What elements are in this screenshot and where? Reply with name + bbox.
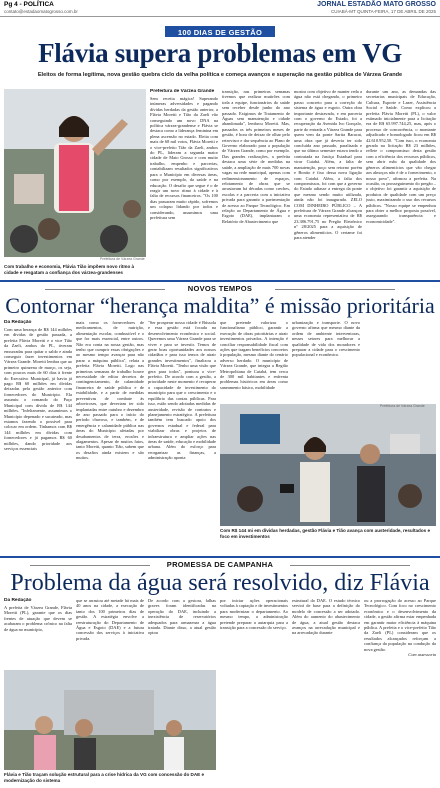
story2-col4-text: que pretende valorizar o funcionalismo público, garantir a execução de obras prioritárias e atrair investimentos privados. A intenção é conciliar responsabilidade fiscal com ações que tragam benefícios concretos à população, mesmo diante do cenário adverso herdado. O município de Várzea Grande, que integra a Região Metropolitana de Cuiabá, tem cerca de 300 mil habitantes e enfrenta problemas históricos em áreas como saneamento básico, mobilidade bbox=[220, 320, 288, 390]
story1-kicker: 100 DIAS DE GESTÃO bbox=[165, 26, 275, 37]
story2-col1-text: Com uma herança de R$ 144 milhões em dívidas de gestão passada, a prefeita Flávia Moretti e o vice Tião da Zaeli, ambos do PL, tiveram enxurradas para quitar o saldo e ainda conseguir fazer investimentos em Várzea Grande. Moretti lembra que ao primeiro quinzena de março, os seja, com poucos mais de 60 dias à frente do Executivo Municipal, já havia já pago R$ 60 milhões em dívidas deixadas pela gestão anterior com fornecedores do Município. Ela assumiu o comando do Paço Municipal com dívida de R$ 144 milhões. "Infelizmente, assumimos o Município depenado e sucateado, mas estamos fazendo o possível para colocar em ordem. Tínhamos com R$ 144 milhões em dívidas com fornecedores e já pagamos R$ 60 milhões, dando prioridade aos serviços essenciais bbox=[4, 327, 72, 451]
story3-signature: Da Redação bbox=[4, 598, 32, 603]
story1-column-2 bbox=[222, 89, 290, 275]
page-header bbox=[0, 0, 440, 17]
story1-column-1 bbox=[150, 89, 218, 275]
story3-col3-text: De acordo com a gestora, falhas graves foram identificadas na operação do DAE, incluindo a inexistência de reservatórios adequados para armazenar a água tratada. Diante disso, a atual gestão optou bbox=[148, 598, 216, 636]
story3-col6-text: ou a prorrogação do acesso ao Parque Tecnológico. Com foco no crescimento econômico e o desenvolvimento da cidade, a gestão afirma estar empenhada em garantir maior eficiência à máquina pública. A prefeita e o vice-prefeito Tião da Zaeli (PL) consideram que os resultados alcançados reforçam a confiança da população na condução da nova gestão. bbox=[364, 598, 436, 652]
story2-col5-text: urbanização e transporte. O novo governo afirma que mesmo diante da ordem de ambiente interventoras, nesses setores para melhorar a qualidade de vida dos moradores e preparar a cidade para o crescimento populacional e econômico. bbox=[292, 320, 360, 358]
story3-column-6 bbox=[364, 598, 436, 780]
story1-headline: Flávia supera problemas em VG bbox=[38, 38, 402, 68]
story3-column-5 bbox=[292, 598, 360, 780]
story2-signature: Da Redação bbox=[4, 320, 32, 325]
page-section-label: Pg 4 - POLÍTICA bbox=[4, 1, 54, 8]
story2-column-5 bbox=[292, 320, 360, 400]
story3-column-1 bbox=[4, 598, 72, 666]
story1-column-3 bbox=[294, 89, 362, 275]
story3-col5-text: estrutural do DAE. O estudo técnico servirá de base para a definição do modelo de concessão a ser adotado. Além do aumento do abastecimento de água, a atual gestão destaca avanços na arrecadação municipal e na arrecadação durante bbox=[292, 598, 360, 636]
story1-col1-text: Sem receita mágica! Superando inúmeras adversidades e pagando dívidas herdadas da gestão anterior, a Flávia Moretti e Tião da Zaeli vão conseguindo um novo DNA na política várzea-grandense e Flávia se destaca como a liderança feminina em plena ascensão no estado. Eleita com mais de 68 mil votos, Flávia Moretti e o vice-prefeito Tião da Zaeli, ambos do PL, lideram a segunda maior cidade de Mato Grosso e com muito trabalho, empenho e parcerias, contabilizam resultados significativos para o Município em diversas áreas, como por exemplo, da saúde e na educação. O desafio que segue é o de reagir um novo ritmo à cidade e à falta de recursos financeiros. "Os 100 dias passaram muito rápido, sofremos um colapso lidando por todos e considerando, assumimos uma prefeitura sem bbox=[150, 96, 218, 220]
story2-photo-illustration bbox=[220, 404, 436, 526]
story2-photo-credit: Prefeitura de Várzea Grande bbox=[380, 404, 425, 408]
story3-photo bbox=[4, 670, 216, 770]
section-divider-1 bbox=[0, 280, 440, 282]
story1-col2-text: transição, nas primeiras semanas tivemos que realizar mutirões com toda a equipe, funcionários do saúde sem receber desde junho do ano passado. Exigimos de Tratamento de Águas sem manutenção e cidade abandonada", lembrou Moretti. Mas, passados os três primeiros meses de gestão, é hora de deixar de olhar pelo retrovisor e dar sequência ao Plano de Governo elaborado para a população de Várzea Grande, como por exemplo. Das grandes realizações, a prefeita destaca uma série de medidas na saúde, a ampliação de mais 700 novas vagas na rede municipal, apenas com redimensionamento de espaços, relotamento de obras que se arrastavam há décadas como creches, escolas e a parceria com a iniciativa privada para garantir a pavimentação de acesso ao Parque Tecnológico. Em relação ao Departamento de Água e Esgoto (DAE), implantaram o Relatório de Abastecimento que bbox=[222, 89, 290, 224]
story3-col2-text: que se arrastou até metade há mais de 40 anos na cidade, a execução de tanto dos 100 primeiros dias de gestão. A estratégia envolve a reestruturação do Departamento de Água e Esgoto (DAE) e a futura concessão dos serviços à iniciativa privada. bbox=[76, 598, 144, 641]
story2-column-4 bbox=[220, 320, 288, 400]
story3-column-2 bbox=[76, 598, 144, 666]
section-divider-2 bbox=[0, 556, 440, 558]
story3-kicker: PROMESSA DE CAMPANHA bbox=[155, 560, 285, 569]
story1-col4-text: durante um ano, as demandas das secretarias municipais de Educação, Cultura, Esporte e Lazer, Assistência Social e Saúde. Como explicou a prefeita Flávia Moretti (PL), o valor estimado inicialmente para a licitação era de R$ 65.997.744,25, mas, após o processo de concorrência, o montante adjudicado e homologado ficou em R$ 42.610.952,50. "Com isso, o economia gerada na licitação R$ 23 milhões, reflete o compromisso desta gestão com a eficiência dos recursos públicos, sem abrir mão da qualidade dos gêneros alimentícios que vão chegar aos almoços não é de o fornecimento, o nosso povo", afirmou a prefeita. Na ocasião, os prosseguimento do pregão – o objetivo foi garantir a aquisição de produtos de qualidade com um preço justo, maximizando o uso dos recursos públicos. "Nosso equipe se empenhou para obter a melhor proposta possível, assegurando transparência e economicidade". bbox=[366, 89, 436, 224]
story3-col4-text: por iniciar ações operacionais voltadas à captação e de investimentos para modernizar o departamento. Ao mesmo tempo, a administração pretende preparar a autarquia para a transição para a concessão do serviço. bbox=[220, 598, 288, 631]
story3-headline: Problema da água será resolvido, diz Flávia bbox=[10, 570, 430, 596]
dateline: CUIABÁ-MT QUINTA-FEIRA, 17 DE ABRIL DE 2025 bbox=[331, 9, 436, 14]
story2-column-1 bbox=[4, 320, 72, 552]
story1-photo-credit: Prefeitura de Várzea Grande bbox=[100, 257, 145, 261]
story1-photo-illustration bbox=[4, 89, 146, 257]
story3-photo-illustration bbox=[4, 670, 216, 770]
newspaper-brand: JORNAL ESTADÃO MATO GROSSO bbox=[317, 1, 436, 8]
story3-column-3 bbox=[148, 598, 216, 666]
story2-column-3 bbox=[148, 320, 216, 552]
story1-column-4 bbox=[366, 89, 436, 275]
story2-kicker: NOVOS TEMPOS bbox=[170, 284, 270, 293]
story3-column-4 bbox=[220, 598, 288, 780]
story2-col2-text: mais como os fornecedores de medicamentos, de nutrição, alimentação escolar, combustível e o que for mais essencial, entre outros. Não era conta na nossa gestão, mas tenho que cumprir essas obrigações e ao mesmo tempo avançar para não parar a máquina pública", relata a prefeita Flávia Moretti. Logo nas primeiras semanas de trabalho houve necessidade de editar decretos de contingenciamento, de calamidade financeira de saúde pública e de estabilidade, e a partir de medidas preventivas de combate às arboviroses, que deveriam ter sido implantadas entre outubro e dezembro de ano passado para o início do período chuvoso, e também, e de emergência e calamidade pública nas áreas do Município afetadas por desabamentos de terra, erosões e alagamentos. Apesar de muitos fatos, tanto Moretti, quanto Tião, sabem que os desafios ainda existem e são muitos. bbox=[76, 320, 144, 461]
story3-col1-text: A prefeita de Várzea Grande, Flávia Moretti (PL), garante que os dias frentes de atuação que devem se acabaram o problema crônico na falta de água no município, bbox=[4, 605, 72, 632]
story1-signature: Prefeitura de Várzea Grande bbox=[150, 89, 215, 94]
story2-caption: Com R$ 144 mi em dívidas herdadas, gestão Flávia e Tião avança com austeridade, resultados e foco em investimentos bbox=[220, 528, 431, 539]
story2-col3-text: "Ser prosperar nossa cidade é Bússola e essa gestão está focada na desenvolvimento econômico e social. Queremos uma Várzea Grande para se viver e para se investir. Temos de gerar boas oportunidades aos nossos cidadãos e para isso temos de atrair grandes investimentos", finalizou a Flávia Moretti. "Tenho uma visão que gera para todos", pontuou o vice-prefeito. De acordo com a gestão, a prioridade neste momento é recuperar a capacidade de investimento do município para que o crescimento e o equilíbrio das contas públicas. Para isso, estão sendo adotadas medidas de austeridade, revisão de contratos e planejamento estratégico. A prefeitura também tem buscado apoio dos governos estadual e federal para viabilizar obras e projetos de infraestrutura e ampliar ações nas áreas de saúde, educação e mobilidade urbana. Além do esforço para reorganizar as finanças, a administração aponta bbox=[148, 320, 216, 461]
story3-caption: Flávia e Tião traçam solução estrutural para a crise hídrica da VG com concessão do DAE e modernização do sistema bbox=[4, 772, 205, 783]
story3-continued: Com assessoria bbox=[408, 652, 436, 658]
story2-column-2 bbox=[76, 320, 144, 552]
story1-caption: Com trabalho e economia, Flávia Tião impõem novo ritmo à cidade e resgatam a confiança dos várzea-grandenses bbox=[4, 264, 135, 275]
story2-photo bbox=[220, 404, 436, 526]
story2-headline: Contornar “herança maldita” é missão prioritária bbox=[5, 293, 435, 318]
contact-email: contato@estadaomatogrosso.com.br bbox=[4, 9, 78, 14]
story1-deck: Eleitos de forma legítima, nova gestão quebra ciclo da velha política e começa avanços e superação na gestão pública de Várzea Grande bbox=[37, 72, 403, 78]
story1-photo bbox=[4, 89, 146, 257]
story1-col3-text: mostra com objetivo de manter reda a água não está chegando, o primeiro passo concreto para a correção do sistema de água e esgoto. Outra obra importante destravada, e em parceria com o governo do Estado, foi a recuperação da Avenida Ivo Gonçalo, parte do entrada a Várzea Grande para quem vem da ponte Sarita Baracat, uma obra que já deveria ter sido concluída ano passado, paralisada e que no último semestre estava tendo a contratada na Justiça Estadual para virar Cuiabá. Além, a falta de manutenção, poço sem retorno porém e Bonito é fixo dessa nova ligação com Cuiabá. Além, a falta dos compromissos, foi com que a governo do Estado adiasse a entrega da ponte que mesmo sendo muito utilizada, ainda não foi inaugurada. ZELO COM DINHEIRO PÚBLICO – A prefeitura de Várzea Grande alcançou uma economia representativa de R$ 23.386.791,75 no Pregão Eletrônico nº 28/2025 para a aquisição de gêneros alimentícios. O certame foi para atender bbox=[294, 89, 362, 240]
